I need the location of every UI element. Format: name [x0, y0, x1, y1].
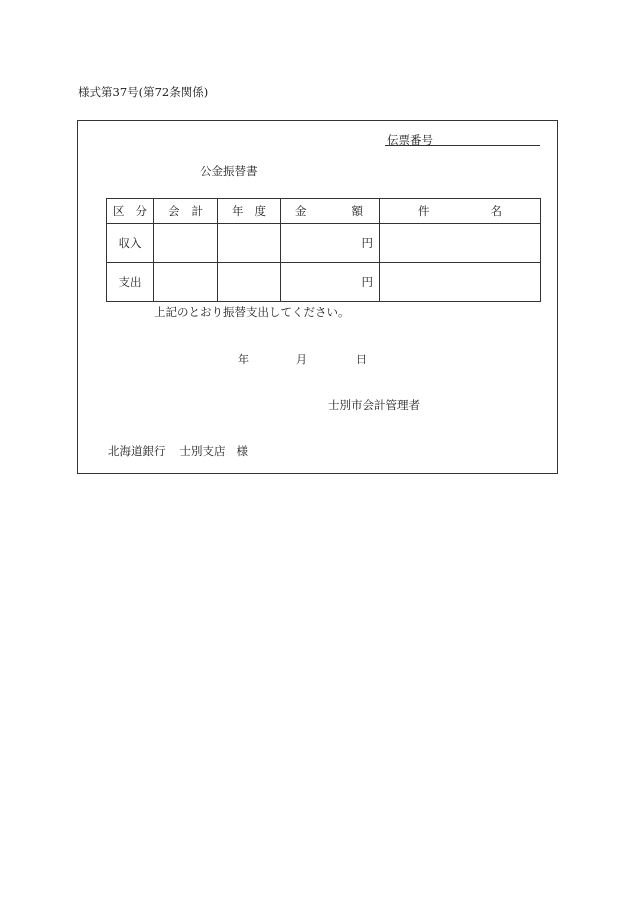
- transfer-statement: 上記のとおり振替支出してください。: [154, 305, 350, 319]
- bank-branch: 士別支店: [179, 444, 226, 458]
- transfer-table: [106, 198, 541, 302]
- form-number-label: 様式第37号(第72条関係): [78, 85, 209, 99]
- account-cell[interactable]: [154, 263, 218, 302]
- table-header-row: [107, 199, 541, 224]
- row-category: 収入: [107, 224, 154, 263]
- voucher-number-label: 伝票番号: [387, 133, 433, 147]
- fiscal-year-cell[interactable]: [218, 263, 281, 302]
- account-cell[interactable]: [154, 224, 218, 263]
- document-title: 公金振替書: [200, 164, 258, 178]
- item-name-cell[interactable]: [380, 263, 541, 302]
- header-item-name: 件 名: [380, 199, 541, 224]
- row-category: 支出: [107, 263, 154, 302]
- table-row-income: [107, 224, 541, 263]
- addressee-bank: [108, 443, 248, 459]
- amount-cell[interactable]: [281, 263, 380, 302]
- date-year-label: 年: [238, 353, 249, 366]
- accounting-officer: 士別市会計管理者: [328, 398, 420, 412]
- header-account: 会 計: [154, 199, 218, 224]
- honorific: 様: [236, 444, 248, 458]
- header-fiscal-year: 年 度: [218, 199, 281, 224]
- yen-unit: 円: [361, 275, 373, 289]
- header-category: 区 分: [107, 199, 154, 224]
- date-month-label: 月: [296, 353, 307, 366]
- date-day-label: 日: [356, 353, 367, 366]
- table-row-expenditure: [107, 263, 541, 302]
- bank-name: 北海道銀行: [108, 444, 166, 458]
- amount-cell[interactable]: [281, 224, 380, 263]
- item-name-cell[interactable]: [380, 224, 541, 263]
- voucher-number-field[interactable]: [385, 145, 540, 146]
- yen-unit: 円: [361, 236, 373, 250]
- header-amount: 金 額: [281, 199, 380, 224]
- fiscal-year-cell[interactable]: [218, 224, 281, 263]
